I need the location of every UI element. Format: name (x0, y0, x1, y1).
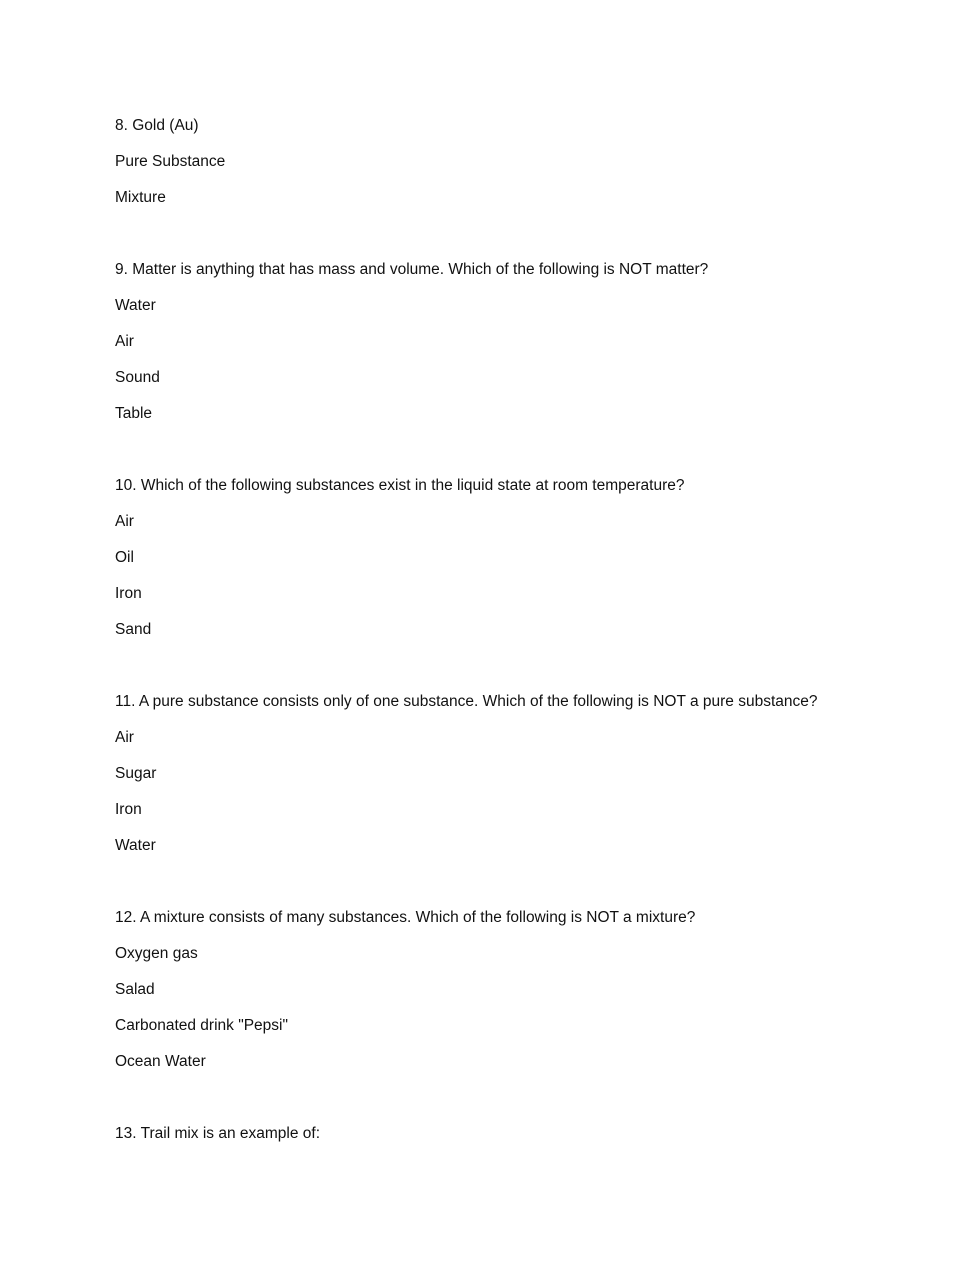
question-prompt: 12. A mixture consists of many substances. Which of the following is NOT a mixture? (115, 909, 696, 926)
answer-option[interactable]: Iron (115, 801, 142, 818)
document-page (115, 114, 945, 1158)
question-prompt: 11. A pure substance consists only of one substance. Which of the following is NOT a pure substance? (115, 693, 818, 710)
answer-option[interactable]: Iron (115, 585, 142, 602)
question-prompt: 8. Gold (Au) (115, 117, 199, 134)
answer-option[interactable]: Water (115, 837, 156, 854)
answer-option[interactable]: Sugar (115, 765, 157, 782)
answer-option[interactable]: Pure Substance (115, 153, 226, 170)
answer-option[interactable]: Air (115, 333, 134, 350)
answer-option[interactable]: Air (115, 513, 134, 530)
spacer (115, 438, 945, 474)
spacer (115, 654, 945, 690)
answer-option[interactable]: Carbonated drink "Pepsi" (115, 1017, 288, 1034)
answer-option[interactable]: Mixture (115, 189, 166, 206)
question-13 (115, 1122, 945, 1146)
answer-option[interactable]: Sand (115, 621, 152, 638)
question-11 (115, 690, 945, 858)
question-10 (115, 474, 945, 642)
answer-option[interactable]: Water (115, 297, 156, 314)
question-prompt: 13. Trail mix is an example of: (115, 1125, 321, 1142)
answer-option[interactable]: Salad (115, 981, 155, 998)
answer-option[interactable]: Sound (115, 369, 160, 386)
answer-option[interactable]: Oil (115, 549, 134, 566)
answer-option[interactable]: Oxygen gas (115, 945, 198, 962)
question-prompt: 9. Matter is anything that has mass and volume. Which of the following is NOT matter? (115, 261, 709, 278)
answer-option[interactable]: Ocean Water (115, 1053, 206, 1070)
question-12 (115, 906, 945, 1074)
spacer (115, 222, 945, 258)
question-8 (115, 114, 945, 210)
answer-option[interactable]: Table (115, 405, 153, 422)
answer-option[interactable]: Air (115, 729, 134, 746)
question-prompt: 10. Which of the following substances exist in the liquid state at room temperature? (115, 477, 685, 494)
spacer (115, 870, 945, 906)
question-9 (115, 258, 945, 426)
spacer (115, 1086, 945, 1122)
